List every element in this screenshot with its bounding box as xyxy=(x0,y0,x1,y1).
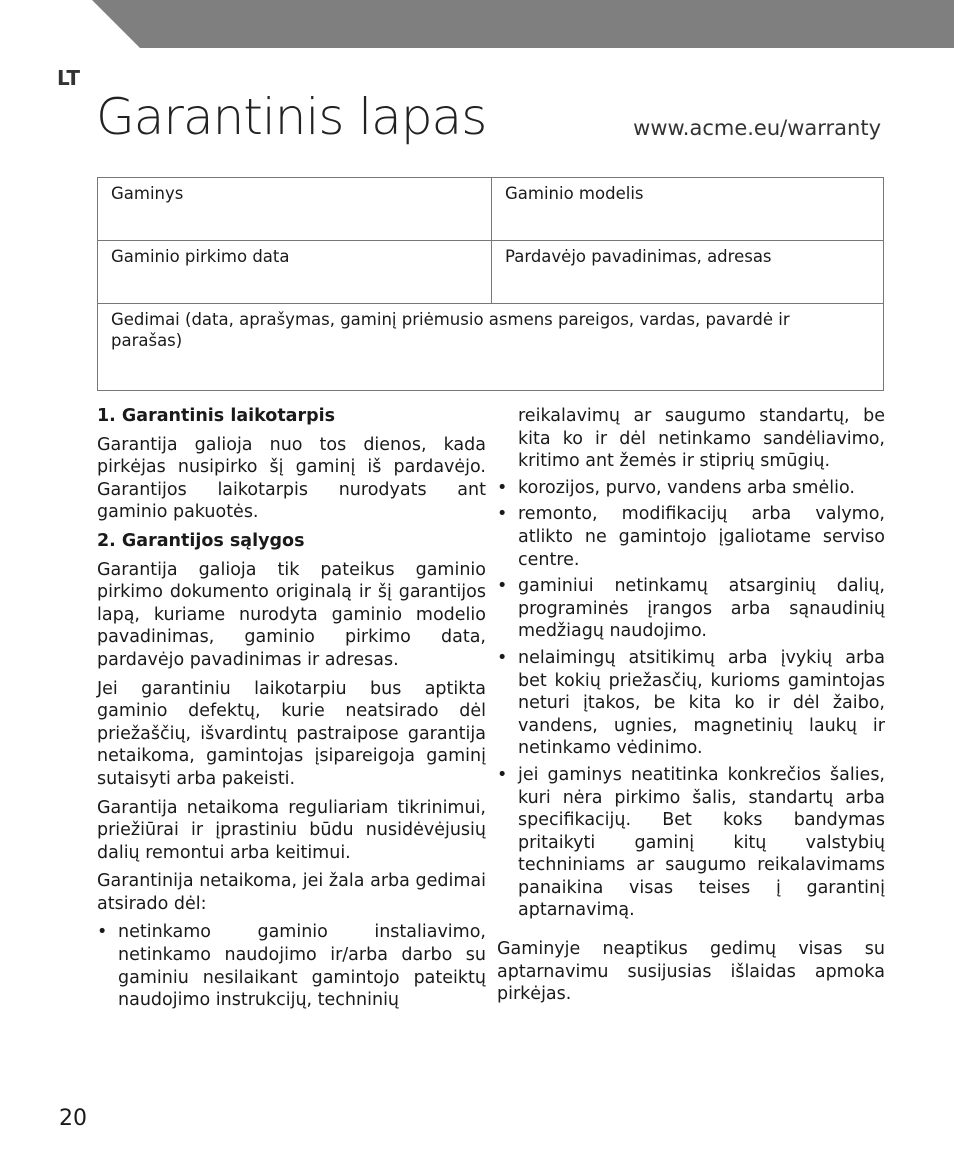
section2-heading: 2. Garantijos sąlygos xyxy=(97,530,305,551)
page-title: Garantinis lapas xyxy=(96,88,487,146)
section2-paragraph-4: Garantinija netaikoma, jei žala arba gedimai atsirado dėl: xyxy=(97,871,486,914)
purchase-date-field[interactable]: Gaminio pirkimo data xyxy=(98,241,492,304)
model-field[interactable]: Gaminio modelis xyxy=(492,178,883,241)
section2-paragraph-1: Garantija galioja tik pateikus gaminio pirkimo dokumento originalą ir šį garantijos lapą, kuriame nurodyta gaminio modelio pavadinimas, gaminio pirkimo data, pardavėjo pavadinimas ir adresas. xyxy=(97,559,486,670)
bullet-icon: • xyxy=(497,477,508,498)
warranty-form xyxy=(97,177,884,391)
defects-field[interactable]: Gedimai (data, aprašymas, gaminį priėmusio asmens pareigos, vardas, pavardė ir parašas) xyxy=(111,310,790,350)
list-item-text: korozijos, purvo, vandens arba smėlio. xyxy=(518,477,855,498)
section1-heading: 1. Garantinis laikotarpis xyxy=(97,406,336,426)
bullet-icon: • xyxy=(497,647,508,668)
page-number: 20 xyxy=(59,1106,87,1131)
list-item-text: gaminiui netinkamų atsarginių dalių, programinės įrangos arba sąnaudinių medžiagų naudojimo. xyxy=(518,576,885,642)
product-field[interactable]: Gaminys xyxy=(98,178,492,241)
section2-paragraph-2: Jei garantiniu laikotarpiu bus aptikta gaminio defektų, kurie neatsirado dėl priežaščių, išvardintų pastraipose garantija netaikoma, gamintojas įsipareigoja gaminį sutaisyti arba pakeisti. xyxy=(97,678,486,789)
list-item-text: netinkamo gaminio instaliavimo, netinkamo naudojimo ir/arba darbo su gaminiu nesilaikant gamintojo pateiktų naudojimo instrukcijų, techninių xyxy=(118,922,486,1011)
list-item xyxy=(497,647,885,760)
header-band xyxy=(0,0,954,48)
list-item-continuation: reikalavimų ar saugumo standartų, be kita ko ir dėl netinkamo sandėliavimo, kritimo ant žemės ir stiprių smūgių. xyxy=(518,406,885,472)
bullet-icon: • xyxy=(497,576,508,597)
list-item-text: jei gaminys neatitinka konkrečios šalies, kuri nėra pirkimo šalis, standartų arba specifikacijų. Bet koks bandymas pritaikyti gaminį kitų valstybių techniniams ar saugumo reikalavimams panaikina visas teises į garantinį aptarnavimą. xyxy=(518,764,885,921)
left-column xyxy=(97,405,486,1018)
exclusions-list-continued xyxy=(497,477,885,922)
closing-paragraph: Gaminyje neaptikus gedimų visas su aptarnavimu susijusias išlaidas apmoka pirkėjas. xyxy=(497,939,885,1005)
exclusions-list xyxy=(97,921,486,1011)
bullet-icon: • xyxy=(497,764,508,785)
list-item xyxy=(497,764,885,922)
warranty-url: www.acme.eu/warranty xyxy=(633,116,881,140)
list-item xyxy=(97,921,486,1011)
list-item xyxy=(497,503,885,571)
list-item xyxy=(497,477,885,500)
seller-field[interactable]: Pardavėjo pavadinimas, adresas xyxy=(492,241,883,304)
right-column xyxy=(497,405,885,1012)
bullet-icon: • xyxy=(97,922,108,943)
list-item-text: nelaimingų atsitikimų arba įvykių arba bet kokių priežasčių, kurioms gamintojas neturi įtakos, be kita ko ir dėl žaibo, vandens, ugnies, magnetinių laukų ir netinkamo vėdinimo. xyxy=(518,647,885,759)
language-code: LT xyxy=(57,66,81,90)
bullet-icon: • xyxy=(497,504,508,525)
header-band-shape xyxy=(0,0,954,48)
section2-paragraph-3: Garantija netaikoma reguliariam tikrinimui, priežiūrai ir įprastiniu būdu nusidėvėjusių dalių remontui arba keitimui. xyxy=(97,797,486,863)
list-item xyxy=(497,575,885,643)
list-item-text: remonto, modifikacijų arba valymo, atlikto ne gamintojo įgaliotame serviso centre. xyxy=(518,504,885,570)
section1-text: Garantija galioja nuo tos dienos, kada pirkėjas nusipirko šį gaminį iš pardavėjo. Garantijos laikotarpis nurodyats ant gaminio pakuotės. xyxy=(97,434,486,523)
